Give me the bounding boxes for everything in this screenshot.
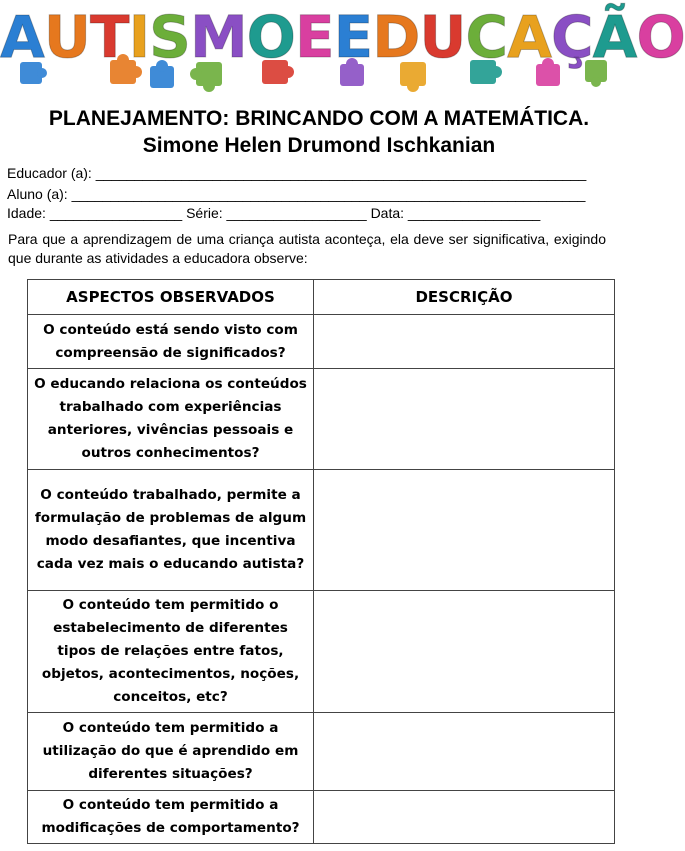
- aspect-cell: O conteúdo tem permitido o estabelecimento de diferentes tipos de relações entre fatos, objetos, acontecimentos, noções, conceitos, etc?: [28, 591, 314, 713]
- banner-letter: Ã: [592, 3, 637, 71]
- description-cell[interactable]: [314, 591, 615, 713]
- table-header-row: [28, 280, 615, 315]
- banner-letter: A: [507, 3, 551, 71]
- aspect-cell: O conteúdo tem permitido a modificações de comportamento?: [28, 791, 314, 844]
- banner-title: [0, 3, 685, 71]
- header-aspectos: ASPECTOS OBSERVADOS: [28, 280, 314, 315]
- banner-letter: E: [333, 3, 373, 71]
- author-name: Simone Helen Drumond Ischkanian: [142, 134, 496, 157]
- table-row: [28, 315, 615, 369]
- description-cell[interactable]: [314, 369, 615, 470]
- banner-letter: M: [189, 3, 247, 71]
- table-row: [28, 470, 615, 591]
- table-row: [28, 791, 615, 844]
- banner-letter: U: [419, 3, 466, 71]
- banner: [0, 0, 685, 100]
- aluno-field[interactable]: Aluno (a): __________________________________________________________________: [7, 186, 586, 202]
- educador-field[interactable]: Educador (a): _______________________________________________________________: [7, 165, 587, 181]
- intro-paragraph: Para que a aprendizagem de uma criança autista aconteça, ela deve ser significativa, exigindo que durante as atividades a educadora observe:: [8, 231, 606, 266]
- banner-letter: O: [636, 3, 685, 71]
- banner-letter: I: [128, 3, 150, 71]
- aspect-cell: O conteúdo trabalhado, permite a formulação de problemas de algum modo desafiantes, que incentiva cada vez mais o educando autista?: [28, 470, 314, 591]
- aspects-table: [27, 279, 615, 844]
- aspect-cell: O educando relaciona os conteúdos trabalhado com experiências anteriores, vivências pessoais e outros conhecimentos?: [28, 369, 314, 470]
- banner-letter: S: [149, 3, 190, 71]
- banner-letter: T: [90, 3, 129, 71]
- banner-letter: O: [246, 3, 295, 71]
- description-cell[interactable]: [314, 470, 615, 591]
- banner-letter: C: [465, 3, 508, 71]
- description-cell[interactable]: [314, 713, 615, 791]
- banner-letter: E: [294, 3, 334, 71]
- idade-serie-data-field[interactable]: Idade: _________________ Série: __________________ Data: _________________: [7, 205, 541, 221]
- banner-letter: U: [43, 3, 90, 71]
- table-row: [28, 369, 615, 470]
- header-descricao: DESCRIÇÃO: [314, 280, 615, 315]
- banner-letter: Ç: [550, 3, 593, 71]
- table-row: [28, 713, 615, 791]
- banner-letter: A: [0, 3, 44, 71]
- table-row: [28, 591, 615, 713]
- description-cell[interactable]: [314, 791, 615, 844]
- description-cell[interactable]: [314, 315, 615, 369]
- aspect-cell: O conteúdo está sendo visto com compreensão de significados?: [28, 315, 314, 369]
- page-title: PLANEJAMENTO: BRINCANDO COM A MATEMÁTICA.: [48, 107, 590, 130]
- banner-letter: D: [372, 3, 420, 71]
- aspect-cell: O conteúdo tem permitido a utilização do que é aprendido em diferentes situações?: [28, 713, 314, 791]
